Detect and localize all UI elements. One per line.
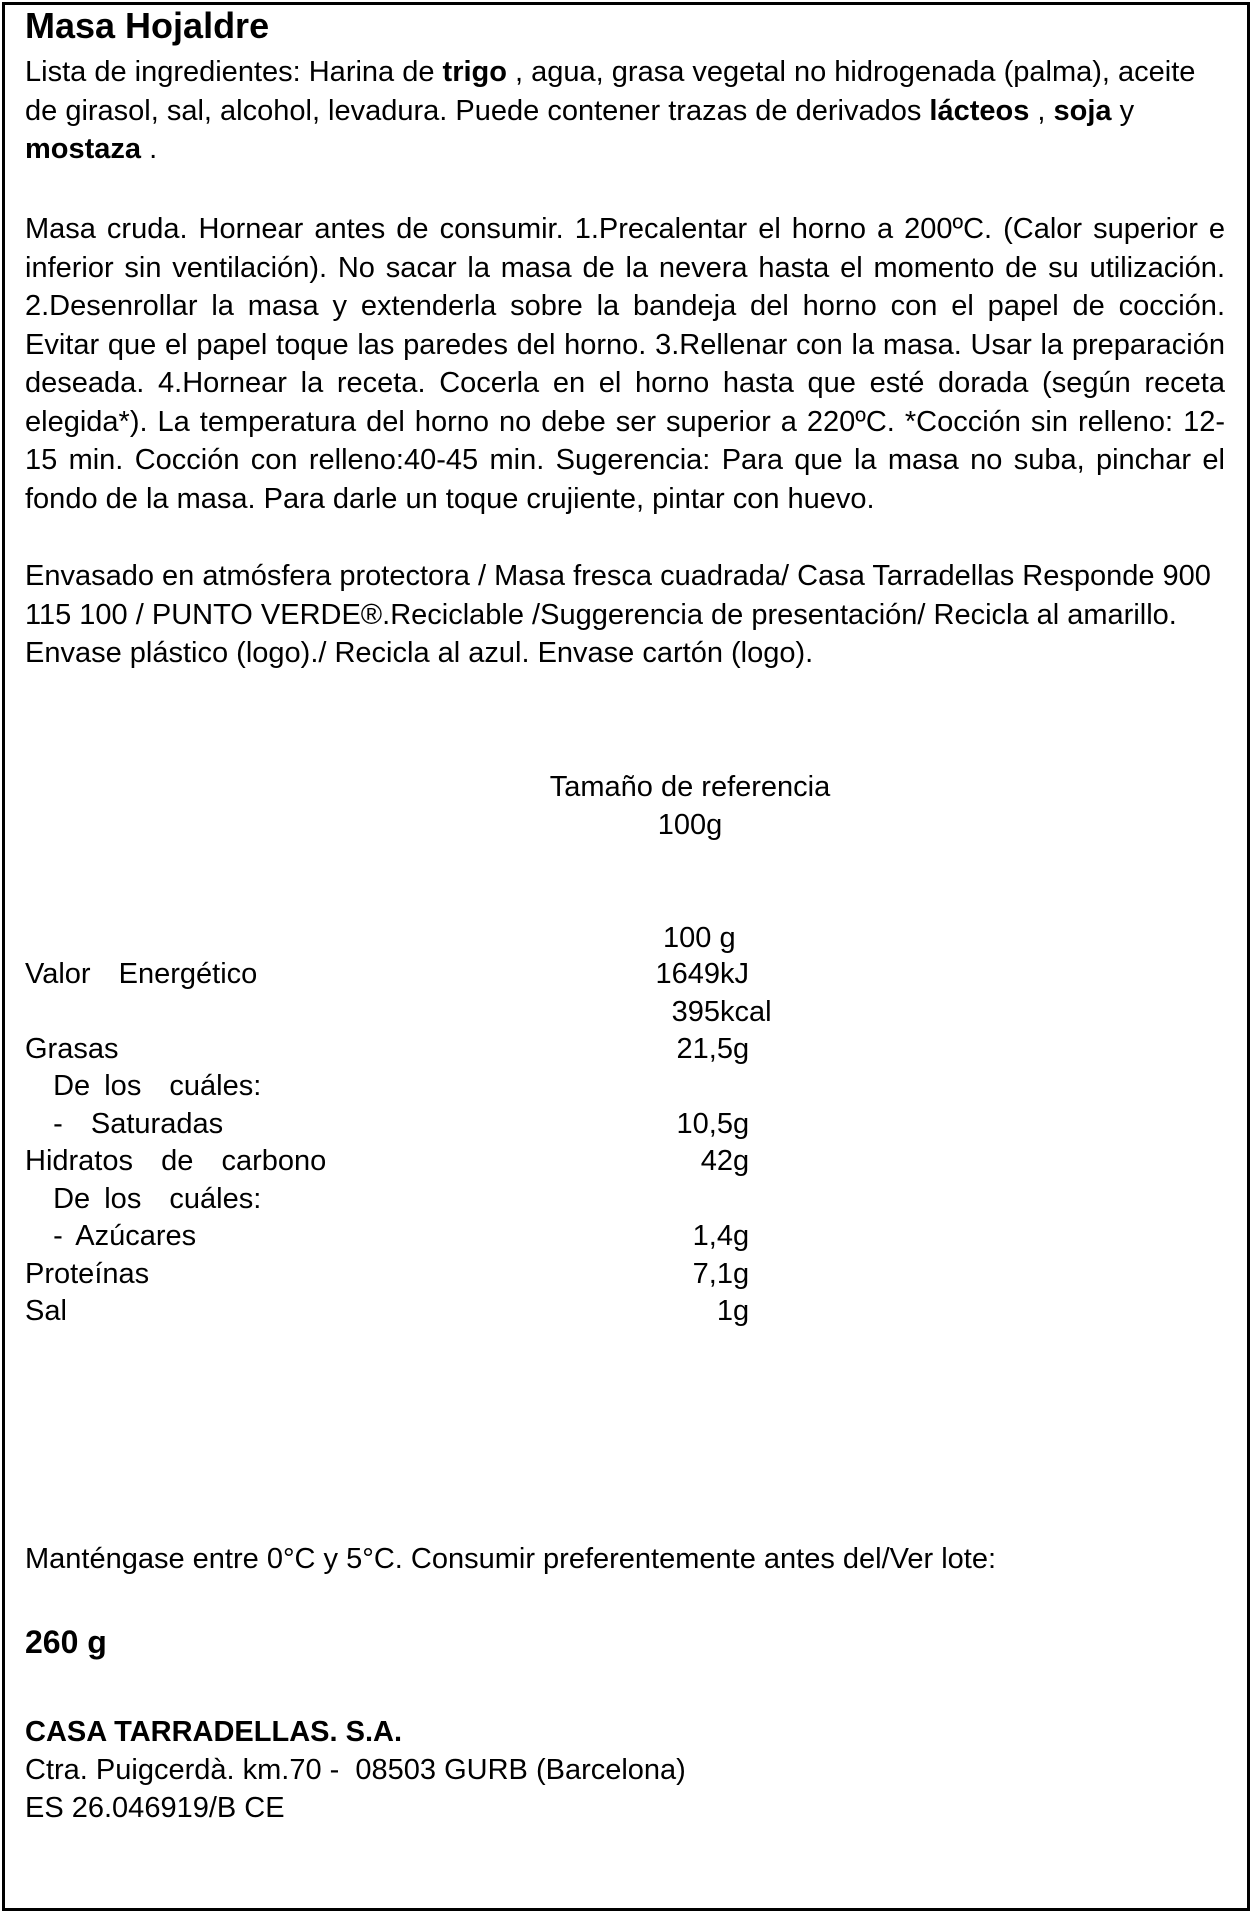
nutrition-value: 42 bbox=[700, 1145, 733, 1177]
nutrition-unit: g bbox=[733, 1108, 750, 1140]
ingredients-middle-3: y bbox=[1111, 94, 1135, 127]
nutrition-label: De los cuáles: bbox=[25, 1070, 262, 1102]
company-name: CASA TARRADELLAS. S.A. bbox=[25, 1716, 402, 1748]
company-address: Ctra. Puigcerdà. km.70 - 08503 GURB (Barcelona) bbox=[25, 1754, 686, 1786]
nutrition-unit: kcal bbox=[720, 996, 772, 1028]
nutrition-unit: g bbox=[733, 1220, 750, 1252]
allergen-soja: soja bbox=[1053, 94, 1112, 127]
allergen-mostaza: mostaza bbox=[25, 133, 142, 165]
nutrition-value: 7,1 bbox=[692, 1258, 733, 1290]
company-registry: ES 26.046919/B CE bbox=[25, 1792, 285, 1824]
nutrition-column-header: 100 g bbox=[663, 922, 736, 954]
net-weight: 260 g bbox=[25, 1624, 107, 1660]
nutrition-value: 395 bbox=[671, 996, 720, 1028]
nutrition-unit: g bbox=[733, 1033, 750, 1065]
nutrition-unit: g bbox=[733, 1258, 750, 1290]
storage-instructions: Manténgase entre 0°C y 5°C. Consumir preferentemente antes del/Ver lote: bbox=[25, 1543, 997, 1575]
nutrition-label: Hidratos de carbono bbox=[25, 1145, 327, 1177]
packaging-paragraph: Envasado en atmósfera protectora / Masa fresca cuadrada/ Casa Tarradellas Responde 900 115 100 / PUNTO VERDE®.Reciclable /Suggerencia de presentación/ Recicla al amarillo. Envase plástico (logo)./ Recicla al azul. Envase cartón (logo). bbox=[25, 560, 1211, 669]
ingredients-prefix: Lista de ingredientes: Harina de bbox=[25, 56, 443, 88]
nutrition-value: 1649 bbox=[655, 958, 720, 990]
allergen-trigo: trigo bbox=[442, 56, 507, 88]
nutrition-label: Proteínas bbox=[25, 1258, 150, 1290]
instructions-paragraph: Masa cruda. Hornear antes de consumir. 1.Precalentar el horno a 200ºC. (Calor superior e inferior sin ventilación). No sacar la masa de la nevera hasta el momento de su utilización. 2.Desenrollar la masa y extenderla sobre la bandeja del horno con el papel de cocción. Evitar que el papel toque las paredes del horno. 3.Rellenar con la masa. Usar la preparación deseada. 4.Hornear la receta. Cocerla en el horno hasta que esté dorada (según receta elegida*). La temperatura del horno no debe ser superior a 220ºC. *Cocción sin relleno: 12-15 min. Cocción con relleno:40-45 min. Sugerencia: Para que la masa no suba, pinchar el fondo de la masa. Para darle un toque crujiente, pintar con huevo. bbox=[25, 213, 1225, 515]
nutrition-row-carbs bbox=[25, 1142, 785, 1180]
nutrition-row-energy-kj bbox=[25, 955, 785, 993]
nutrition-row-carbs-of-which bbox=[25, 1180, 785, 1218]
ingredients-suffix: . bbox=[141, 133, 158, 165]
nutrition-row-salt bbox=[25, 1292, 785, 1330]
nutrition-value: 1 bbox=[716, 1295, 733, 1327]
nutrition-row-sugars bbox=[25, 1217, 785, 1255]
reference-size-label: Tamaño de referencia bbox=[549, 771, 831, 803]
nutrition-label: - Saturadas bbox=[25, 1108, 224, 1140]
nutrition-label: Grasas bbox=[25, 1033, 119, 1065]
product-title: Masa Hojaldre bbox=[25, 5, 270, 46]
ingredients-paragraph bbox=[25, 53, 1225, 169]
nutrition-row-energy-kcal bbox=[25, 993, 785, 1031]
ingredients-middle-2: , bbox=[1029, 94, 1054, 127]
nutrition-row-protein bbox=[25, 1255, 785, 1293]
reference-size-value: 100g bbox=[657, 809, 723, 841]
nutrition-value: 10,5 bbox=[676, 1108, 733, 1140]
nutrition-value: 1,4 bbox=[692, 1220, 733, 1252]
nutrition-unit: g bbox=[733, 1295, 750, 1327]
nutrition-label: - Azúcares bbox=[25, 1220, 197, 1252]
allergen-lacteos: lácteos bbox=[929, 94, 1030, 127]
nutrition-value: 21,5 bbox=[676, 1033, 733, 1065]
nutrition-unit: g bbox=[733, 1145, 750, 1177]
nutrition-unit: kJ bbox=[720, 958, 749, 990]
nutrition-label: De los cuáles: bbox=[25, 1183, 262, 1215]
nutrition-label: Valor Energético bbox=[25, 958, 258, 990]
nutrition-row-fat-of-which bbox=[25, 1067, 785, 1105]
nutrition-row-fat bbox=[25, 1030, 785, 1068]
nutrition-row-saturated bbox=[25, 1105, 785, 1143]
ingredients-middle-1: , agua, grasa vegetal no hidrogenada (palma), aceite de girasol, sal, alcohol, levadura. Puede contener trazas de derivados bbox=[25, 56, 1196, 127]
nutrition-label: Sal bbox=[25, 1295, 67, 1327]
